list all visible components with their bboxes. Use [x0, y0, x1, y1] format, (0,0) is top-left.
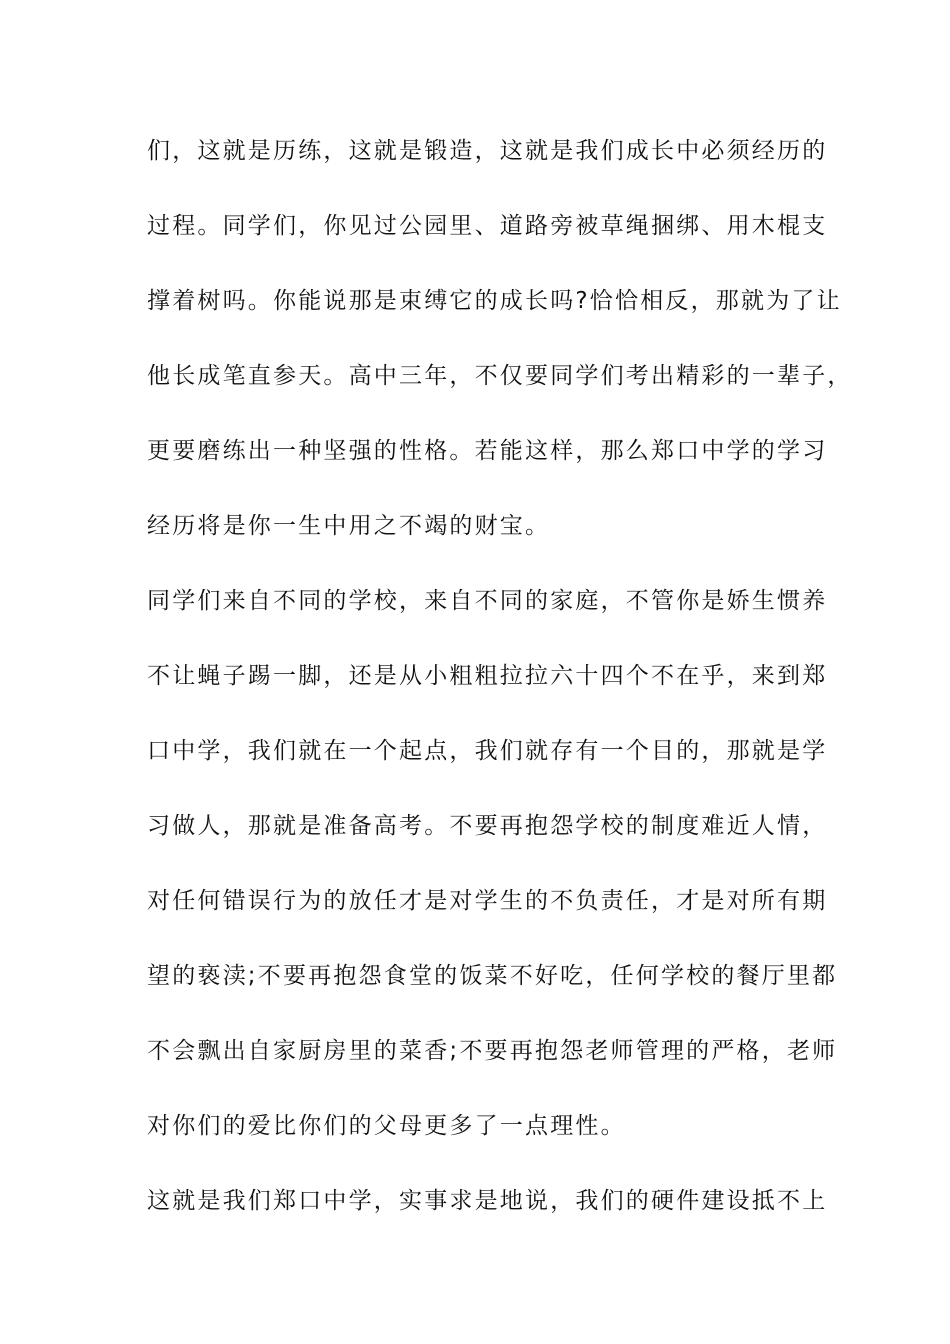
text-line: 习做人，那就是准备高考。不要再抱怨学校的制度难近人情，: [147, 813, 828, 839]
text-line: 对任何错误行为的放任才是对学生的不负责任，才是对所有期: [147, 888, 828, 914]
text-line: 们，这就是历练，这就是锻造，这就是我们成长中必须经历的: [147, 138, 828, 164]
text-line: 同学们来自不同的学校，来自不同的家庭，不管你是娇生惯养: [147, 588, 828, 614]
text-line: 望的亵渎;不要再抱怨食堂的饭菜不好吃，任何学校的餐厅里都: [147, 963, 838, 989]
text-line: 过程。同学们，你见过公园里、道路旁被草绳捆绑、用木棍支: [147, 213, 828, 239]
text-line: 不会飘出自家厨房里的菜香;不要再抱怨老师管理的严格，老师: [147, 1038, 838, 1064]
text-line: 这就是我们郑口中学，实事求是地说，我们的硬件建设抵不上: [147, 1188, 828, 1214]
text-line: 不让蝇子踢一脚，还是从小粗粗拉拉六十四个不在乎，来到郑: [147, 663, 828, 689]
text-line: 更要磨练出一种坚强的性格。若能这样，那么郑口中学的学习: [147, 438, 828, 464]
text-line: 口中学，我们就在一个起点，我们就存有一个目的，那就是学: [147, 738, 828, 764]
text-line: 对你们的爱比你们的父母更多了一点理性。: [147, 1113, 626, 1139]
text-line: 他长成笔直参天。高中三年，不仅要同学们考出精彩的一辈子，: [147, 363, 853, 389]
text-line: 经历将是你一生中用之不竭的财宝。: [147, 513, 551, 539]
text-line: 撑着树吗。你能说那是束缚它的成长吗?恰恰相反，那就为了让: [147, 288, 842, 314]
